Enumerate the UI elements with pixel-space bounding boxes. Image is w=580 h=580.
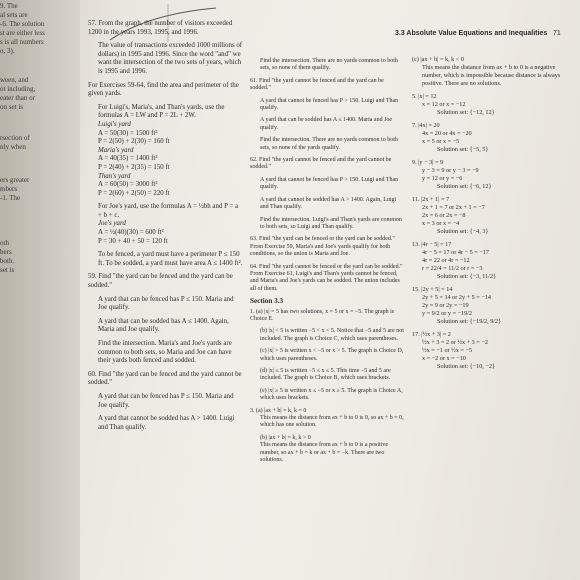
edge-line: set is [0,266,15,274]
exercise-1d: (d) |x| ≤ 5 is written −5 ≤ x ≤ 5. This time −5 and 5 are included. The graph is Choice B, which uses brackets. [260,368,391,382]
exercise-61: 61. Find "the yard cannot be fenced and the yard can be sodded." [250,77,384,92]
answer-text: A yard that cannot be fenced has P > 150. Luigi and Than qualify. [260,176,399,191]
edge-line: both. [0,257,15,265]
exercise-1c: (c) |x| > 5 is written x < −5 or x > 5. The graph is Choice D, which uses parentheses. [260,348,404,362]
equation: 4x = 20 or 4x = −20 [422,130,472,137]
equation: x = 5 or x = −5 [422,138,460,145]
equation: x = −2 or x = −10 [422,355,466,362]
exercise-9: 9. |y − 3| = 9 [412,159,444,166]
formula: A = 50(30) = 1500 ft² [98,129,158,137]
edge-line [0,203,70,239]
page-number: 71 [553,30,561,37]
yard-label: Maria's yard [98,146,134,154]
equation: ½x + 3 = 2 or ½x + 3 = −2 [422,339,488,346]
edge-line: eater than or [0,94,35,102]
instruction-text: To be fenced, a yard must have a perimeter P ≤ 150 ft. To be sodded, a yard must have area A ≤ 1400 ft². [98,251,243,267]
section-header: 3.3 Absolute Value Equations and Inequalities [395,30,548,37]
solution-set: Solution set: {−5, 5} [437,146,489,153]
edge-line: -1. The [0,194,21,202]
answer-text: Find the intersection. There are no yards common to both sets, so none of them qualify. [260,58,398,72]
formula: P = 30 + 40 + 50 = 120 ft [98,237,168,245]
solution-set: Solution set: {−19/2, 9/2} [437,318,502,325]
answer-text: Find the intersection. Maria's and Joe's yards are common to both sets, so Maria and Joe can have their yards both fenced and sodded. [98,340,232,365]
edge-line: al sets are [0,11,28,19]
yard-label: Than's yard [98,172,131,180]
exercise-59: 59. Find "the yard can be fenced and the yard can be sodded." [88,273,233,290]
answer-text: A yard that can be sodded has A ≤ 1400. Maria and Joe qualify. [260,117,393,131]
equation: 2y = 9 or 2y = −19 [422,302,469,309]
equation: 2x + 1 = 7 or 2x + 1 = −7 [422,204,485,211]
edge-line: 9. The [0,2,18,10]
solution-set: Solution set: {−6, 12} [437,183,492,190]
exercise-11: 11. |2x + 1| = 7 [412,196,450,203]
equation: x = 12 or x = −12 [422,101,466,108]
exercise-57: 57. From the graph, the number of visitors exceeded 1200 in the years 1993, 1995, and 1996. [88,20,233,36]
equation: x = 3 or x = −4 [422,220,460,227]
equation: 2y + 5 = 14 or 2y + 5 = −14 [422,294,492,301]
answer-text: A yard that cannot be sodded has A > 1400. Luigi and Than qualify. [98,415,235,431]
exercise-3c: (c) |ax + b| = k, k < 0 [412,56,464,63]
instruction-text: For Exercises 59-64, find the area and perimeter of the given yards. [88,81,239,98]
equation: 2x = 6 or 2x = −8 [422,212,466,219]
equation: ½x = −1 or ½x = −5 [422,347,473,354]
edge-line: st are either less [0,29,45,37]
equation: 4r − 5 = 17 or 4r − 5 = −17 [422,249,489,256]
equation: y = 12 or y = −6 [422,175,463,182]
solution-set: Solution set: {−12, 12} [437,109,495,116]
formula: A = ½(40)(30) = 600 ft² [98,229,164,237]
solution-set: Solution set: {−3, 11/2} [437,273,497,280]
formula: A = 60(50) = 3000 ft² [98,181,158,189]
exercise-13: 13. |4r − 5| = 17 [412,241,452,248]
exercise-1b: (b) |x| < 5 is written −5 < x < 5. Notice that −5 and 5 are not included. The graph is Choice C, which uses parentheses. [260,328,404,342]
edge-line [0,56,70,76]
column-middle [250,58,405,464]
answer-text: Find the intersection. There are no yards common to both sets, so none of the yards qualify. [260,137,398,151]
exercise-5: 5. |x| = 12 [412,93,437,100]
answer-text: This means the distance from ax + b to 0 is 0, so ax + b = 0, which has one solution. [260,415,404,429]
exercise-7: 7. |4x| = 20 [412,122,440,129]
equation: y − 3 = 9 or y − 3 = −9 [422,167,479,174]
exercise-60: 60. Find "the yard can be fenced and the yard cannot be sodded." [88,370,242,387]
exercise-15: 15. |2y + 5| = 14 [412,286,453,293]
exercise-17: 17. |½x + 3| = 2 [412,331,451,338]
answer-text: A yard that cannot be fenced has P > 150. Luigi and Than qualify. [260,97,399,112]
formula: P = 2(50) + 2(30) = 160 ft [98,138,170,146]
answer-text: A yard that can be fenced has P ≤ 150. Maria and Joe qualify. [98,295,234,312]
formula: A = 40(35) = 1400 ft² [98,155,158,163]
instruction-text: For Joe's yard, use the formulas A = ½bh and P = a + b + c. [98,203,239,219]
formula: P = 2(60) + 2(50) = 220 ft [98,189,170,197]
answer-text: Find the intersection. Luigi's and Than's yards are common to both sets, so Luigi and Than qualify. [260,216,402,230]
edge-line: rsection of [0,134,30,142]
edge-line: on set is [0,103,23,111]
edge-line [0,152,70,176]
equation: y = 9/2 or y = −19/2 [422,310,472,317]
answer-text: This means the distance from ax + b to 0 is a negative number, which is impossible because distance is always positive. There are no solutions. [422,64,561,87]
exercise-3a: 3. (a) |ax + b| = k, k = 0 [250,407,307,414]
answer-text: A yard that can be fenced has P ≤ 150. Maria and Joe qualify. [98,392,234,409]
edge-line: mbers [0,185,18,193]
answer-text: This means the distance from ax + b to 0 is a positive number, so ax + b = k or ax + b = −k. There are two solutions. [260,442,389,464]
section-heading: Section 3.3 [250,297,284,306]
exercise-58-text: The value of transactions exceeded 1000 millions of dollars) in 1995 and 1996. Since the word "and" we want the intersection of the two sets of years, which is 1995 and 1996. [98,42,243,75]
exercise-64: 64. Find "the yard cannot be fenced or the yard can be sodded." From Exercise 61, Luigi's and Than's yards cannot be fenced, and Maria's and Joe's yards can be sodded. The union includes all of them. [250,263,403,292]
exercise-3b: (b) |ax + b| = k, k > 0 [260,434,311,441]
solution-set: Solution set: {−10, −2} [437,363,495,370]
edge-line: ot including, [0,85,36,93]
exercise-1e: (e) |x| ≥ 5 is written x ≤ −5 or x ≥ 5. The graph is Choice A, which uses brackets. [260,387,403,402]
edge-line: oth [0,239,9,247]
edge-line [0,112,70,134]
column-left [88,20,243,432]
exercise-63: 63. Find "the yard can be fenced or the yard can be sodded." From Exercise 59, Maria's and Joe's yards qualify for both conditions, so the union is Maria and Joe. [250,236,395,258]
instruction-text: For Luigi's, Maria's, and Than's yards, use the formulas A = LW and P = 2L + 2W. [98,103,225,120]
answer-text: A yard that can be sodded has A ≤ 1400. Again, Maria and Joe qualify. [98,317,229,334]
exercise-1a: 1. (a) |x| = 5 has two solutions, x = 5 or x = −5. The graph is Choice E. [250,308,395,322]
equation: r = 22/4 = 11/2 or r = −3 [422,265,483,272]
formula: P = 2(40) + 2(35) = 150 ft [98,163,170,171]
yard-label: Luigi's yard [98,120,131,128]
edge-line: ers greater [0,176,30,184]
edge-line: s is all numbers [0,38,44,46]
yard-label: Joe's yard [98,220,126,228]
equation: 4r = 22 or 4r = −12 [422,257,470,264]
exercise-62: 62. Find "the yard cannot be fenced and the yard cannot be sodded." [250,157,392,171]
edge-line: ween, and [0,76,29,84]
edge-line: -6. The solution [0,20,45,28]
edge-line: nly when [0,143,26,151]
solution-set: Solution set: {−4, 3} [437,228,489,235]
edge-line: o, 3). [0,47,15,55]
left-margin-fragments [0,2,70,275]
edge-line: bers [0,248,12,256]
answer-text: A yard that cannot be sodded has A > 1400. Again, Luigi and Than qualify. [260,196,397,211]
column-right [412,56,572,371]
